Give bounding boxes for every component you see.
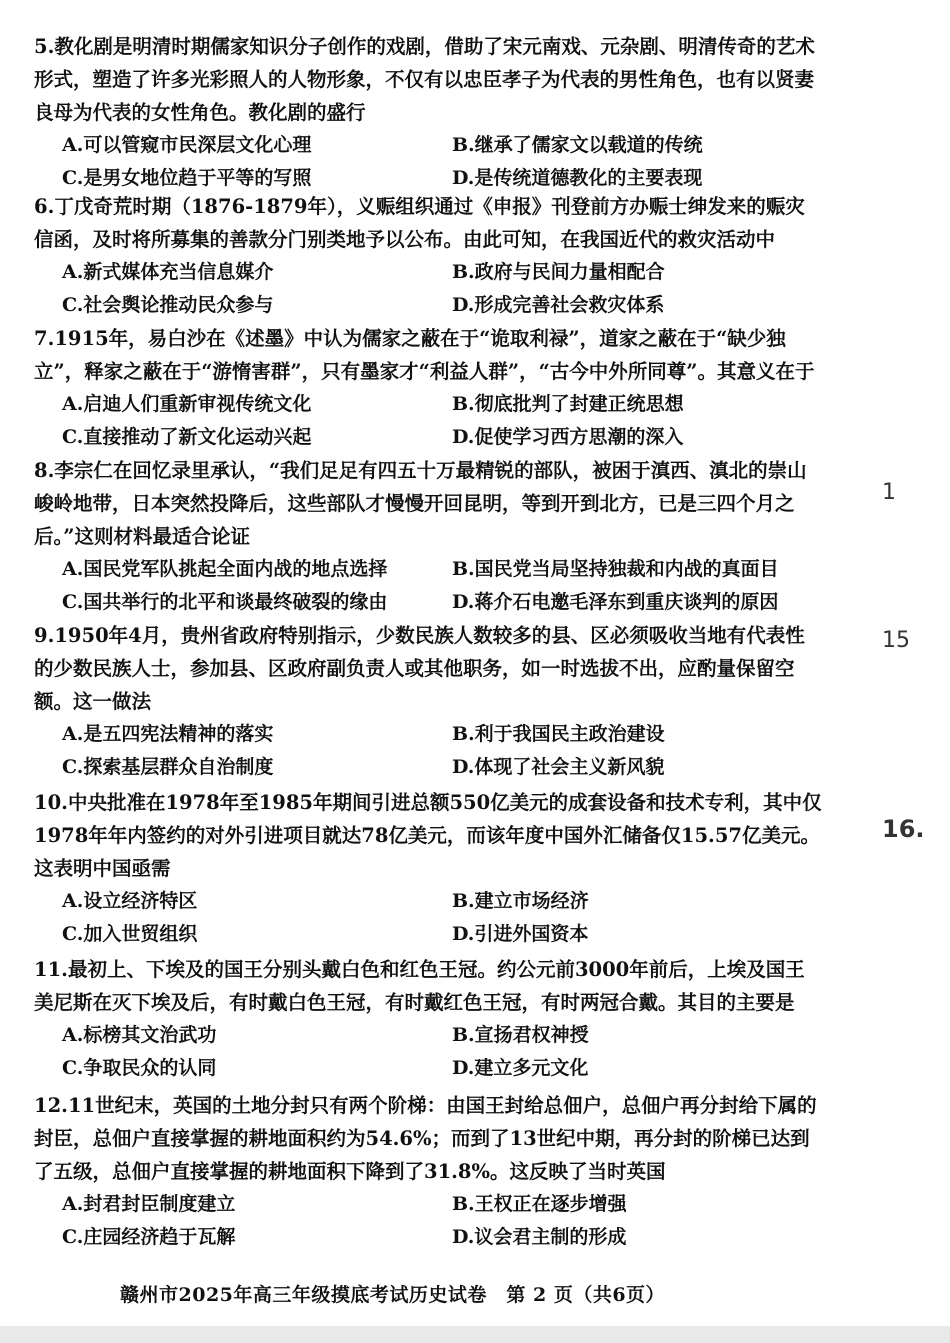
question-number: 9. bbox=[34, 624, 55, 647]
question-text: 1950年4月，贵州省政府特别指示，少数民族人数较多的县、区必须吸收当地有代表性的少数民族人士，参加县、区政府副负责人或其他职务，如一时选拔不出，应酌量保留空额。这一做法 bbox=[34, 624, 805, 713]
question-5 bbox=[34, 30, 824, 195]
margin-mark: 1 bbox=[882, 480, 896, 505]
question-stem bbox=[34, 454, 824, 553]
options bbox=[34, 388, 824, 454]
question-stem bbox=[34, 953, 824, 1019]
option-a[interactable]: A.是五四宪法精神的落实 bbox=[62, 723, 274, 745]
question-number: 12. bbox=[34, 1094, 68, 1117]
question-number: 10. bbox=[34, 791, 68, 814]
option-d[interactable]: D.蒋介石电邀毛泽东到重庆谈判的原因 bbox=[452, 591, 779, 613]
option-a[interactable]: A.设立经济特区 bbox=[62, 890, 198, 912]
option-c[interactable]: C.庄园经济趋于瓦解 bbox=[62, 1226, 236, 1248]
option-b[interactable]: B.彻底批判了封建正统思想 bbox=[452, 393, 684, 415]
question-number: 8. bbox=[34, 459, 55, 482]
option-a[interactable]: A.启迪人们重新审视传统文化 bbox=[62, 393, 312, 415]
question-9 bbox=[34, 619, 824, 784]
question-stem bbox=[34, 322, 824, 388]
question-number: 11. bbox=[34, 958, 68, 981]
options bbox=[34, 129, 824, 195]
option-a[interactable]: A.国民党军队挑起全面内战的地点选择 bbox=[62, 558, 388, 580]
question-7 bbox=[34, 322, 824, 454]
question-stem bbox=[34, 30, 824, 129]
option-b[interactable]: B.国民党当局坚持独裁和内战的真面目 bbox=[452, 558, 779, 580]
question-12 bbox=[34, 1089, 824, 1254]
options bbox=[34, 256, 824, 322]
option-b[interactable]: B.政府与民间力量相配合 bbox=[452, 261, 665, 283]
option-d[interactable]: D.形成完善社会救灾体系 bbox=[452, 294, 665, 316]
question-number: 5. bbox=[34, 35, 55, 58]
question-text: 丁戊奇荒时期（1876-1879年），义赈组织通过《申报》刊登前方办赈士绅发来的赈灾信函，及时将所募集的善款分门别类地予以公布。由此可知，在我国近代的救灾活动中 bbox=[34, 195, 805, 251]
question-number: 7. bbox=[34, 327, 55, 350]
question-text: 教化剧是明清时期儒家知识分子创作的戏剧，借助了宋元南戏、元杂剧、明清传奇的艺术形式，塑造了许多光彩照人的人物形象，不仅有以忠臣孝子为代表的男性角色，也有以贤妻良母为代表的女性角色。教化剧的盛行 bbox=[34, 35, 815, 124]
option-d[interactable]: D.引进外国资本 bbox=[452, 923, 589, 945]
option-c[interactable]: C.社会舆论推动民众参与 bbox=[62, 294, 274, 316]
option-c[interactable]: C.是男女地位趋于平等的写照 bbox=[62, 167, 312, 189]
option-c[interactable]: C.国共举行的北平和谈最终破裂的缘由 bbox=[62, 591, 388, 613]
options bbox=[34, 718, 824, 784]
question-10 bbox=[34, 786, 824, 951]
option-c[interactable]: C.争取民众的认同 bbox=[62, 1057, 217, 1079]
option-b[interactable]: B.宣扬君权神授 bbox=[452, 1024, 589, 1046]
option-a[interactable]: A.标榜其文治武功 bbox=[62, 1024, 217, 1046]
question-6 bbox=[34, 190, 824, 322]
question-text: 中央批准在1978年至1985年期间引进总额550亿美元的成套设备和技术专利，其中仅1978年年内签约的对外引进项目就达78亿美元，而该年度中国外汇储备仅15.57亿美元。这表明中国亟需 bbox=[34, 791, 822, 880]
question-text: 1915年，易白沙在《述墨》中认为儒家之蔽在于“诡取利禄”，道家之蔽在于“缺少独立”，释家之蔽在于“游惰害群”，只有墨家才“利益人群”，“古今中外所同尊”。其意义在于 bbox=[34, 327, 815, 383]
option-d[interactable]: D.议会君主制的形成 bbox=[452, 1226, 627, 1248]
option-c[interactable]: C.探索基层群众自治制度 bbox=[62, 756, 274, 778]
option-a[interactable]: A.可以管窥市民深层文化心理 bbox=[62, 134, 312, 156]
margin-mark: 16. bbox=[882, 815, 925, 843]
question-stem bbox=[34, 1089, 824, 1188]
margin-mark: 15 bbox=[882, 628, 910, 653]
page-footer: 赣州市2025年高三年级摸底考试历史试卷 第 2 页（共6页） bbox=[120, 1284, 666, 1306]
option-d[interactable]: D.建立多元文化 bbox=[452, 1057, 589, 1079]
option-b[interactable]: B.继承了儒家文以载道的传统 bbox=[452, 134, 703, 156]
question-text: 最初上、下埃及的国王分别头戴白色和红色王冠。约公元前3000年前后，上埃及国王美尼斯在灭下埃及后，有时戴白色王冠，有时戴红色王冠，有时两冠合戴。其目的主要是 bbox=[34, 958, 805, 1014]
option-b[interactable]: B.建立市场经济 bbox=[452, 890, 589, 912]
options bbox=[34, 1019, 824, 1085]
scan-edge bbox=[0, 1326, 950, 1343]
question-text: 11世纪末，英国的土地分封只有两个阶梯：由国王封给总佃户，总佃户再分封给下属的封臣，总佃户直接掌握的耕地面积约为54.6%；而到了13世纪中期，再分封的阶梯已达到了五级，总佃户直接掌握的耕地面积下降到了31.8%。这反映了当时英国 bbox=[34, 1094, 817, 1183]
option-a[interactable]: A.新式媒体充当信息媒介 bbox=[62, 261, 274, 283]
option-d[interactable]: D.促使学习西方思潮的深入 bbox=[452, 426, 684, 448]
options bbox=[34, 1188, 824, 1254]
option-b[interactable]: B.王权正在逐步增强 bbox=[452, 1193, 627, 1215]
question-11 bbox=[34, 953, 824, 1085]
question-8 bbox=[34, 454, 824, 619]
question-number: 6. bbox=[34, 195, 55, 218]
options bbox=[34, 553, 824, 619]
question-stem bbox=[34, 786, 824, 885]
option-b[interactable]: B.利于我国民主政治建设 bbox=[452, 723, 665, 745]
question-stem bbox=[34, 190, 824, 256]
option-d[interactable]: D.体现了社会主义新风貌 bbox=[452, 756, 665, 778]
option-c[interactable]: C.直接推动了新文化运动兴起 bbox=[62, 426, 312, 448]
options bbox=[34, 885, 824, 951]
question-text: 李宗仁在回忆录里承认，“我们足足有四五十万最精锐的部队，被困于滇西、滇北的崇山峻岭地带，日本突然投降后，这些部队才慢慢开回昆明，等到开到北方，已是三四个月之后。”这则材料最适合论证 bbox=[34, 459, 807, 548]
option-d[interactable]: D.是传统道德教化的主要表现 bbox=[452, 167, 703, 189]
option-a[interactable]: A.封君封臣制度建立 bbox=[62, 1193, 236, 1215]
option-c[interactable]: C.加入世贸组织 bbox=[62, 923, 198, 945]
question-stem bbox=[34, 619, 824, 718]
